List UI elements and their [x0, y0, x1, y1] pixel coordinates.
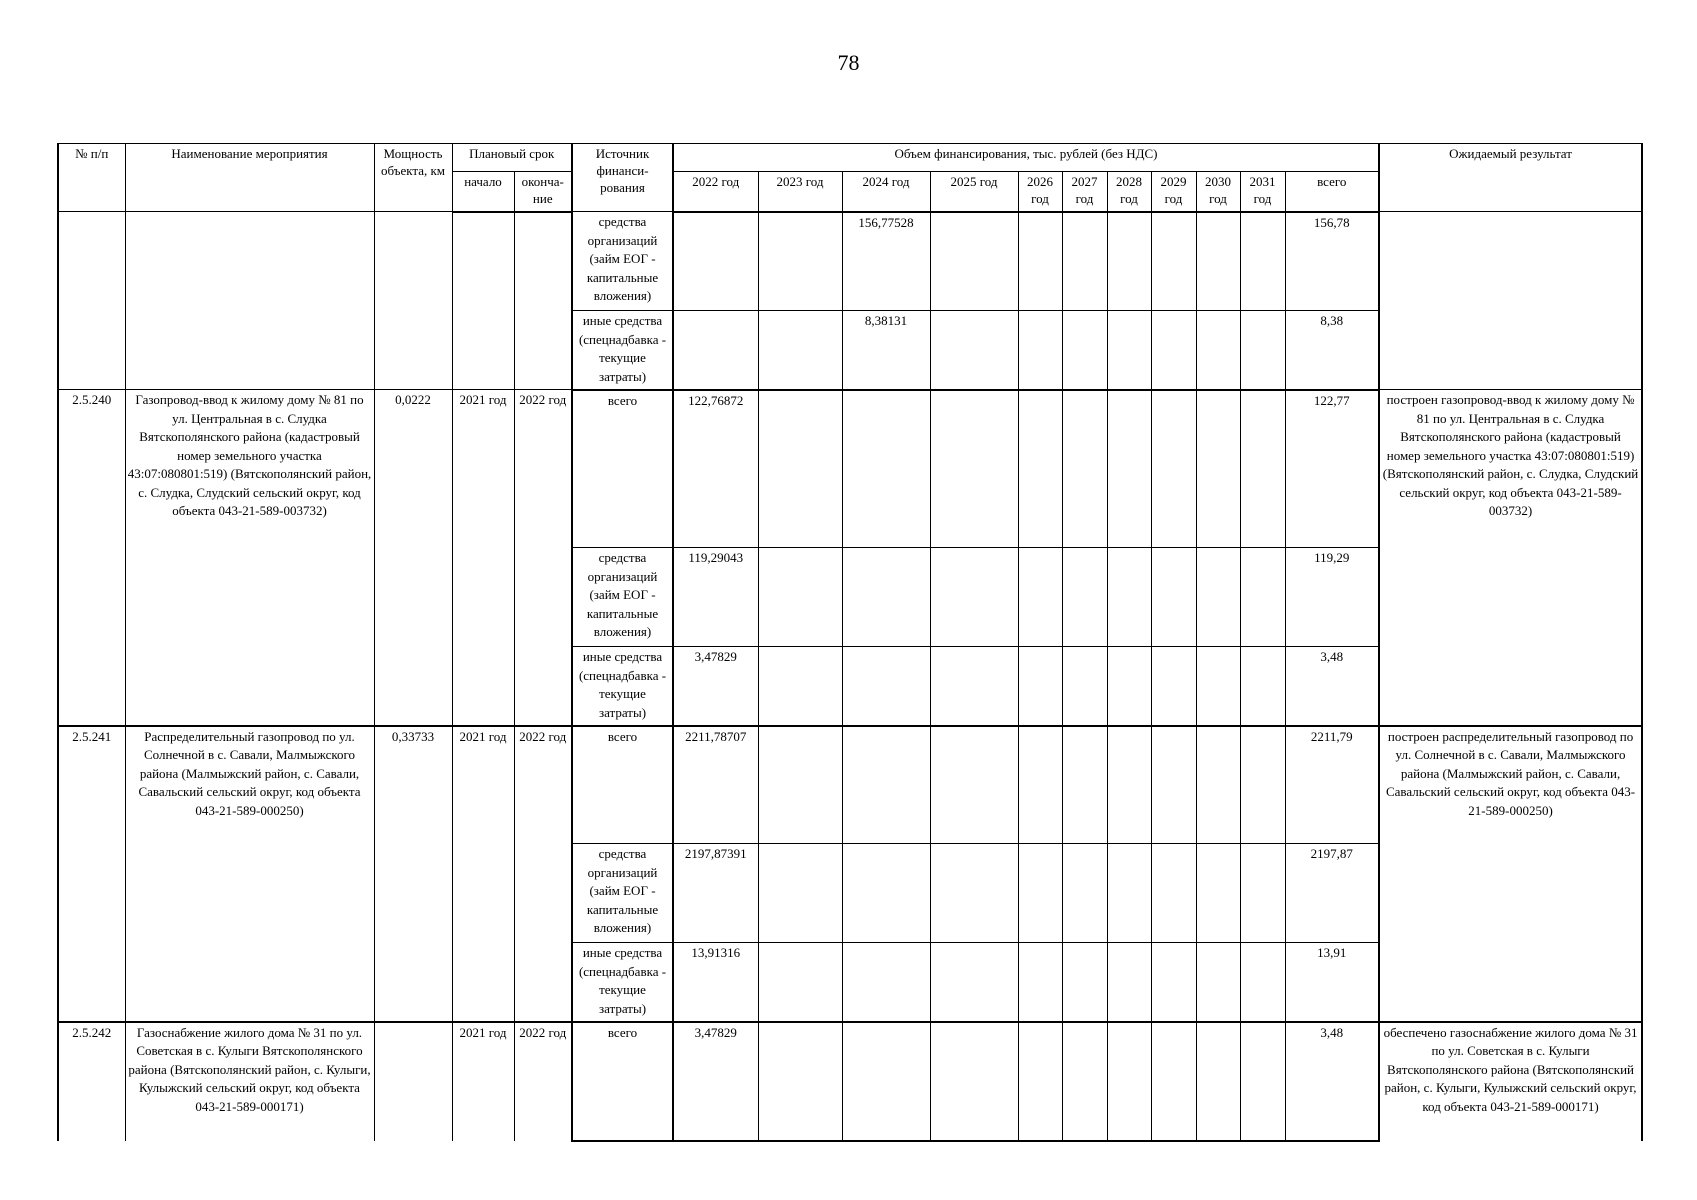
value-2025 [930, 390, 1018, 548]
source-cell: иные средства (спецнадбавка - текущие затраты) [572, 943, 673, 1022]
value-2022: 119,29043 [673, 548, 758, 647]
item-result: построен газопровод-ввод к жилому дому № 81 по ул. Центральная в с. Слудка Вятскополянского района (кадастровый номер земельного участка 43:07:080801:519) (Вятскополянский район, с. Слудка, Слудский сельский округ, код объекта 043-21-589-003732) [1379, 390, 1642, 726]
value-2024 [842, 647, 930, 726]
header-year-2025: 2025 год [930, 172, 1018, 212]
source-cell: всего [572, 1022, 673, 1141]
source-cell: всего [572, 390, 673, 548]
source-cell: средства организаций (займ ЕОГ - капитальные вложения) [572, 844, 673, 943]
value-total: 2211,79 [1285, 726, 1379, 844]
source-cell: средства организаций (займ ЕОГ - капитальные вложения) [572, 212, 673, 311]
value-2024 [842, 943, 930, 1022]
value-2030 [1196, 844, 1240, 943]
item-start: 2021 год [452, 390, 514, 726]
item-end: 2022 год [514, 1022, 572, 1141]
value-2023 [758, 212, 842, 311]
value-total: 119,29 [1285, 548, 1379, 647]
item-start: 2021 год [452, 726, 514, 1022]
funding-table [57, 143, 1643, 1142]
value-2024: 8,38131 [842, 311, 930, 390]
value-2024 [842, 390, 930, 548]
item-name: Газоснабжение жилого дома № 31 по ул. Советская в с. Кулыги Вятскополянского района (Вятскополянский район, с. Кулыги, Кулыжский сельский округ, код объекта 043-21-589-000171) [125, 1022, 374, 1141]
value-2026 [1018, 548, 1062, 647]
value-2025 [930, 726, 1018, 844]
value-2022 [673, 311, 758, 390]
value-2022: 2197,87391 [673, 844, 758, 943]
value-2027 [1062, 390, 1107, 548]
header-source: Источник финанси-рования [572, 144, 673, 212]
value-2022: 3,47829 [673, 1022, 758, 1141]
value-2025 [930, 647, 1018, 726]
value-total: 13,91 [1285, 943, 1379, 1022]
value-2030 [1196, 726, 1240, 844]
header-total: всего [1285, 172, 1379, 212]
result-cell [1379, 212, 1642, 390]
value-2028 [1107, 647, 1151, 726]
value-2025 [930, 548, 1018, 647]
item-number: 2.5.241 [58, 726, 125, 1022]
value-2027 [1062, 726, 1107, 844]
name-cell [125, 212, 374, 390]
value-2029 [1151, 647, 1196, 726]
header-year-2031: 2031 год [1240, 172, 1285, 212]
value-2031 [1240, 647, 1285, 726]
value-total: 156,78 [1285, 212, 1379, 311]
value-2026 [1018, 943, 1062, 1022]
end-cell [514, 212, 572, 390]
value-2030 [1196, 390, 1240, 548]
value-2029 [1151, 943, 1196, 1022]
value-2028 [1107, 212, 1151, 311]
value-2031 [1240, 548, 1285, 647]
value-2026 [1018, 844, 1062, 943]
value-2027 [1062, 844, 1107, 943]
value-2028 [1107, 548, 1151, 647]
value-total: 3,48 [1285, 647, 1379, 726]
value-2027 [1062, 943, 1107, 1022]
value-2023 [758, 647, 842, 726]
value-2029 [1151, 212, 1196, 311]
item-end: 2022 год [514, 726, 572, 1022]
value-2022: 2211,78707 [673, 726, 758, 844]
item-result: обеспечено газоснабжение жилого дома № 31 по ул. Советская в с. Кулыги Вятскополянского района (Вятскополянский район, с. Кулыги, Кулыжский сельский округ, код объекта 043-21-589-000171) [1379, 1022, 1642, 1141]
header-year-2027: 2027 год [1062, 172, 1107, 212]
value-2031 [1240, 726, 1285, 844]
item-number: 2.5.240 [58, 390, 125, 726]
power-cell [374, 212, 452, 390]
value-2027 [1062, 647, 1107, 726]
header-period: Плановый срок [452, 144, 572, 172]
value-2024 [842, 548, 930, 647]
value-2030 [1196, 548, 1240, 647]
source-cell: средства организаций (займ ЕОГ - капитальные вложения) [572, 548, 673, 647]
value-2031 [1240, 844, 1285, 943]
header-num: № п/п [58, 144, 125, 212]
item-number: 2.5.242 [58, 1022, 125, 1141]
value-2030 [1196, 647, 1240, 726]
value-2031 [1240, 390, 1285, 548]
header-result: Ожидаемый результат [1379, 144, 1642, 212]
value-2030 [1196, 212, 1240, 311]
value-2024 [842, 726, 930, 844]
value-2029 [1151, 548, 1196, 647]
value-2023 [758, 844, 842, 943]
value-2031 [1240, 1022, 1285, 1141]
header-year-2022: 2022 год [673, 172, 758, 212]
value-2025 [930, 212, 1018, 311]
table-row [58, 726, 1642, 844]
item-end: 2022 год [514, 390, 572, 726]
value-2027 [1062, 548, 1107, 647]
value-2028 [1107, 1022, 1151, 1141]
value-2029 [1151, 1022, 1196, 1141]
value-2031 [1240, 311, 1285, 390]
num-cell [58, 212, 125, 390]
value-2030 [1196, 311, 1240, 390]
header-year-2029: 2029 год [1151, 172, 1196, 212]
value-total: 8,38 [1285, 311, 1379, 390]
value-2022 [673, 212, 758, 311]
page-number: 78 [837, 50, 860, 75]
value-2025 [930, 1022, 1018, 1141]
value-2023 [758, 943, 842, 1022]
value-2026 [1018, 726, 1062, 844]
value-2026 [1018, 212, 1062, 311]
header-name: Наименование мероприятия [125, 144, 374, 212]
item-name: Газопровод-ввод к жилому дому № 81 по ул. Центральная в с. Слудка Вятскополянского района (кадастровый номер земельного участка 43:07:080801:519) (Вятскополянский район, с. Слудка, Слудский сельский округ, код объекта 043-21-589-003732) [125, 390, 374, 726]
value-2028 [1107, 844, 1151, 943]
value-2027 [1062, 1022, 1107, 1141]
table-row [58, 212, 1642, 311]
value-total: 122,77 [1285, 390, 1379, 548]
source-cell: всего [572, 726, 673, 844]
header-year-2026: 2026 год [1018, 172, 1062, 212]
value-2025 [930, 311, 1018, 390]
value-2022: 13,91316 [673, 943, 758, 1022]
item-start: 2021 год [452, 1022, 514, 1141]
value-2029 [1151, 726, 1196, 844]
value-2028 [1107, 390, 1151, 548]
value-2029 [1151, 844, 1196, 943]
value-2028 [1107, 311, 1151, 390]
header-power: Мощность объекта, км [374, 144, 452, 212]
value-2024 [842, 1022, 930, 1141]
item-result: построен распределительный газопровод по ул. Солнечной в с. Савали, Малмыжского района (Малмыжский район, с. Савали, Савальский сельский округ, код объекта 043-21-589-000250) [1379, 726, 1642, 1022]
item-power [374, 1022, 452, 1141]
value-2023 [758, 548, 842, 647]
value-2023 [758, 726, 842, 844]
value-2024 [842, 844, 930, 943]
source-cell: иные средства (спецнадбавка - текущие затраты) [572, 647, 673, 726]
value-2023 [758, 1022, 842, 1141]
header-end: оконча-ние [514, 172, 572, 212]
source-cell: иные средства (спецнадбавка - текущие затраты) [572, 311, 673, 390]
value-2025 [930, 844, 1018, 943]
value-2031 [1240, 212, 1285, 311]
value-total: 3,48 [1285, 1022, 1379, 1141]
table-row [58, 390, 1642, 548]
value-2031 [1240, 943, 1285, 1022]
value-2027 [1062, 311, 1107, 390]
header-start: начало [452, 172, 514, 212]
header-year-2028: 2028 год [1107, 172, 1151, 212]
item-power: 0,0222 [374, 390, 452, 726]
value-2030 [1196, 943, 1240, 1022]
value-2026 [1018, 647, 1062, 726]
header-year-2024: 2024 год [842, 172, 930, 212]
value-2027 [1062, 212, 1107, 311]
item-name: Распределительный газопровод по ул. Солнечной в с. Савали, Малмыжского района (Малмыжский район, с. Савали, Савальский сельский округ, код объекта 043-21-589-000250) [125, 726, 374, 1022]
value-2023 [758, 390, 842, 548]
value-2029 [1151, 311, 1196, 390]
value-2025 [930, 943, 1018, 1022]
value-2026 [1018, 1022, 1062, 1141]
value-2028 [1107, 726, 1151, 844]
value-2030 [1196, 1022, 1240, 1141]
value-2024: 156,77528 [842, 212, 930, 311]
item-power: 0,33733 [374, 726, 452, 1022]
value-2026 [1018, 311, 1062, 390]
value-2028 [1107, 943, 1151, 1022]
start-cell [452, 212, 514, 390]
value-2022: 3,47829 [673, 647, 758, 726]
header-year-2023: 2023 год [758, 172, 842, 212]
value-2022: 122,76872 [673, 390, 758, 548]
header-funding: Объем финансирования, тыс. рублей (без НДС) [673, 144, 1379, 172]
value-2026 [1018, 390, 1062, 548]
table-row [58, 1022, 1642, 1141]
value-total: 2197,87 [1285, 844, 1379, 943]
header-year-2030: 2030 год [1196, 172, 1240, 212]
value-2023 [758, 311, 842, 390]
value-2029 [1151, 390, 1196, 548]
